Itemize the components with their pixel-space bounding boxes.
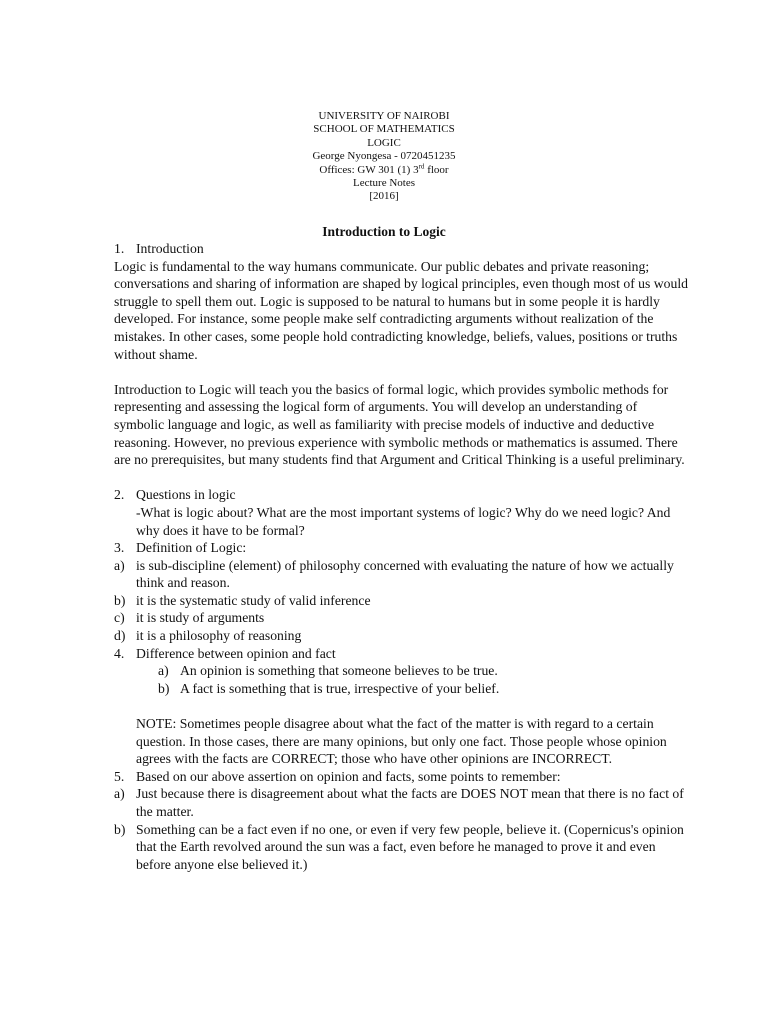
section-heading: Based on our above assertion on opinion and facts, some points to remember: bbox=[136, 768, 561, 784]
paragraph: Logic is fundamental to the way humans communicate. Our public debates and private reasoning; conversations and sharing of information are shaped by logical principles, even though most of us would struggle to spell them out. Logic is supposed to be natural to humans but in some people it is hardly developed. For instance, some people make self contradicting arguments without realization of the mistakes. In other cases, some people hold contradicting knowledge, beliefs, values, positions or truths without shame. bbox=[114, 258, 688, 362]
document-type: Lecture Notes bbox=[353, 177, 415, 190]
paragraph: Introduction to Logic will teach you the basics of formal logic, which provides symbolic methods for representing and assessing the logical form of arguments. You will develop an understanding of symbolic language and logic, as well as familiarity with precise models of inductive and deductive reasoning. However, no previous experience with symbolic methods or mathematics is assumed. There are no prerequisites, but many students find that Argument and Critical Thinking is a useful preliminary. bbox=[114, 381, 685, 468]
section-heading: Difference between opinion and fact bbox=[136, 645, 336, 661]
section-heading: Introduction bbox=[136, 241, 204, 256]
course-name: LOGIC bbox=[367, 136, 401, 149]
section-heading: Definition of Logic: bbox=[136, 540, 247, 556]
list-item: b) A fact is something that is true, irrespective of your belief. bbox=[158, 680, 500, 696]
note-paragraph: NOTE: Sometimes people disagree about what the fact of the matter is with regard to a certain question. In those cases, there are many opinions, but only one fact. Those people whose opinion agrees with the facts are CORRECT; those who have other opinions are INCORRECT. bbox=[136, 716, 667, 767]
list-item: b) Something can be a fact even if no one, or even if very few people, believe it. (Copernicus's opinion that the Earth revolved around the sun was a fact, even before he managed to prove it and even before anyone else believed it.) bbox=[114, 821, 684, 872]
list-item: a) An opinion is something that someone believes to be true. bbox=[158, 663, 498, 679]
list-item: a) Just because there is disagreement about what the facts are DOES NOT mean that there is no fact of the matter. bbox=[114, 786, 684, 819]
document-body bbox=[114, 240, 689, 873]
list-item: a) is sub-discipline (element) of philosophy concerned with evaluating the nature of how we actually think and reason. bbox=[114, 557, 674, 591]
list-item: d) it is a philosophy of reasoning bbox=[114, 628, 302, 644]
section-points: 5. Based on our above assertion on opinion and facts, some points to remember: bbox=[114, 768, 689, 786]
section-heading: Questions in logic bbox=[136, 487, 236, 503]
section-questions: 2. Questions in logic bbox=[114, 486, 689, 504]
university-name: UNIVERSITY OF NAIROBI bbox=[318, 110, 450, 122]
school-name: SCHOOL OF MATHEMATICS bbox=[313, 123, 455, 136]
document-year: [2016] bbox=[369, 190, 399, 203]
paragraph: -What is logic about? What are the most important systems of logic? Why do we need logic? And why does it have to be formal? bbox=[136, 504, 671, 538]
section-introduction: 1. Introduction bbox=[114, 240, 689, 258]
document-title: Introduction to Logic bbox=[322, 224, 446, 239]
lecturer-contact: George Nyongesa - 0720451235 bbox=[312, 150, 456, 163]
document-header bbox=[0, 110, 768, 204]
section-opinion-fact: 4. Difference between opinion and fact bbox=[114, 645, 689, 663]
office-location: Offices: GW 301 (1) 3rd floor bbox=[319, 161, 449, 176]
section-definition: 3. Definition of Logic: bbox=[114, 539, 689, 557]
list-item: b) it is the systematic study of valid inference bbox=[114, 592, 371, 608]
list-item: c) it is study of arguments bbox=[114, 610, 265, 626]
